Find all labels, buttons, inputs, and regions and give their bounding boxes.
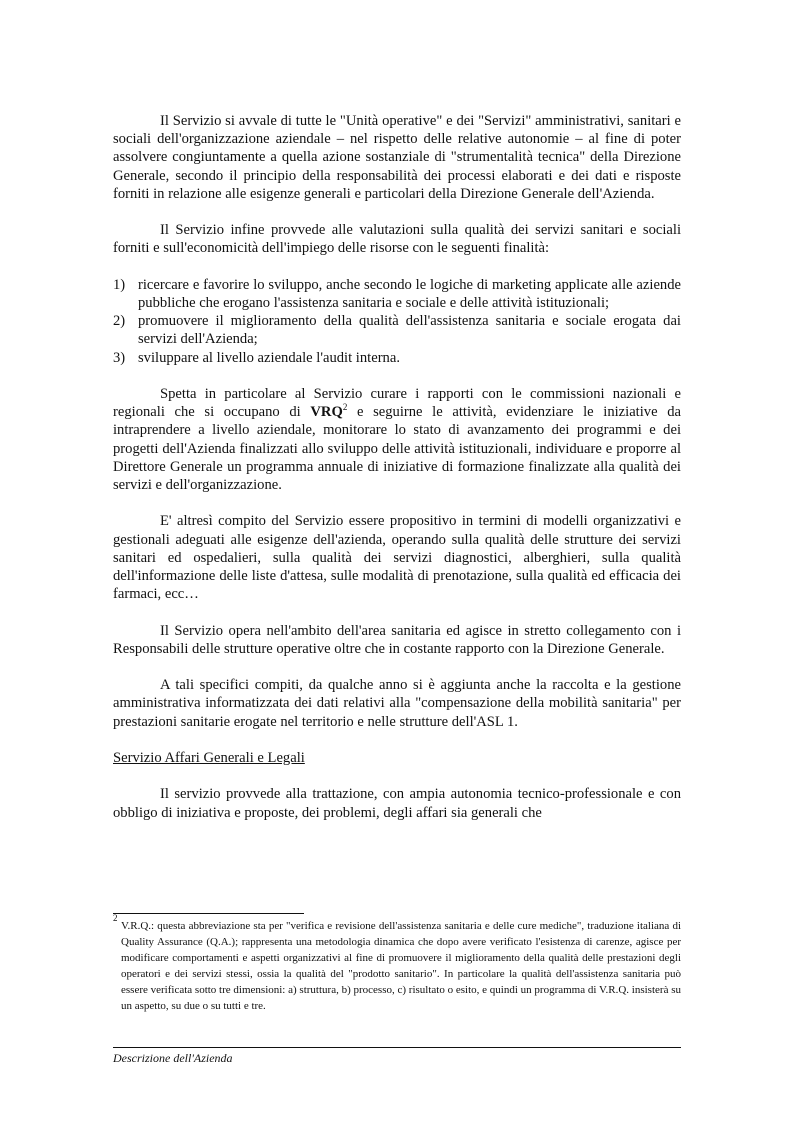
paragraph: Il Servizio infine provvede alle valutazioni sulla qualità dei servizi sanitari e sociali forniti e sull'economicità dell'impiego delle risorse con le seguenti finalità: bbox=[113, 222, 681, 257]
list-item bbox=[113, 276, 681, 312]
paragraph: A tali specifici compiti, da qualche anno si è aggiunta anche la raccolta e la gestione amministrativa informatizzata dei dati relativi alla "compensazione della mobilità sanitaria" per prestazioni sanitarie erogate nel territorio e nelle strutture dell'ASL 1. bbox=[113, 677, 681, 730]
list-item-number: 3) bbox=[113, 349, 126, 366]
paragraph: Il Servizio si avvale di tutte le "Unità operative" e dei "Servizi" amministrativi, sanitari e sociali dell'organizzazione aziendale – nel rispetto delle relative autonomie – al fine di poter assolvere congiuntamente a quella azione sostanziale di "strumentalità tecnica" della Direzione Generale, secondo il principio della responsabilità dei processi elaborati e dei dati e risposte forniti in relazione alle esigenze generali e particolari della Direzione Generale dell'Azienda. bbox=[113, 113, 681, 202]
footnote-divider bbox=[113, 913, 304, 914]
paragraph: E' altresì compito del Servizio essere propositivo in termini di modelli organizzativi e gestionali adeguati alle esigenze dell'azienda, operando sulla qualità delle strutture dei servizi sanitari ed ospedalieri, sulla qualità dei servizi diagnostici, alberghieri, sulla qualità dell'informazione delle liste d'attesa, sulle modalità di prenotazione, sulla qualità ed efficacia dei farmaci, ecc… bbox=[113, 513, 681, 603]
footnote-ref[interactable]: 2 bbox=[342, 402, 348, 413]
footnote: 2 V.R.Q.: questa abbreviazione sta per "verifica e revisione dell'assistenza sanitaria e delle cure mediche", traduzione italiana di Quality Assurance (Q.A.); rappresenta una metodologia dinamica che dopo avere verificato l'esistenza di carenze, agisce per modificare comportamenti e aspetti organizzativi al fine di promuovere il miglioramento della qualità delle prestazioni degli operatori e dei servizi stessi, ossia la qualità del "prodotto sanitario". In particolare la qualità dell'assistenza sanitaria può essere verificata sotto tre dimensioni: a) struttura, b) processo, c) risultato o esito, e quindi un programma di V.R.Q. insisterà su un aspetto, su due o su tutti e tre. bbox=[113, 918, 681, 1015]
list-item-text: promuovere il miglioramento della qualità dell'assistenza sanitaria e sociale erogata dai servizi dell'Azienda; bbox=[138, 313, 681, 348]
paragraph bbox=[113, 385, 681, 494]
list-item bbox=[113, 312, 681, 348]
list-item-number: 2) bbox=[113, 313, 126, 330]
paragraph-text: Spetta in particolare al Servizio curare i rapporti con le commissioni nazionali e regionali che si occupano di bbox=[113, 386, 681, 421]
paragraph-text: e seguirne le attività, evidenziare le iniziative da intraprendere a livello aziendale, monitorare lo stato di avanzamento dei programmi e dei progetti dell'Azienda finalizzati allo sviluppo delle attività istituzionali, individuare e proporre al Direttore Generale un programma annuale di iniziative di formazione finalizzate alla qualità dei servizi e dell'organizzazione. bbox=[113, 404, 681, 494]
list-item-text: sviluppare al livello aziendale l'audit interna. bbox=[138, 349, 400, 366]
section-heading: Servizio Affari Generali e Legali bbox=[113, 750, 305, 766]
page-footer: Descrizione dell'Azienda bbox=[113, 1051, 233, 1065]
paragraph: Il Servizio opera nell'ambito dell'area sanitaria ed agisce in stretto collegamento con i Responsabili delle strutture operative oltre che in costante rapporto con la Direzione Generale. bbox=[113, 622, 681, 657]
list-item-number: 1) bbox=[113, 276, 126, 293]
list-item-text: ricercare e favorire lo sviluppo, anche secondo le logiche di marketing applicate alle aziende pubbliche che erogano l'assistenza sanitaria e sociale e delle attività istituzionali; bbox=[138, 276, 681, 311]
vrq-term: VRQ bbox=[310, 404, 343, 421]
paragraph: Il servizio provvede alla trattazione, con ampia autonomia tecnico-professionale e con obbligo di iniziativa e proposte, dei problemi, degli affari sia generali che bbox=[113, 786, 681, 821]
footnote-text: V.R.Q.: questa abbreviazione sta per "verifica e revisione dell'assistenza sanitaria e delle cure mediche", traduzione italiana di Quality Assurance (Q.A.); rappresenta una metodologia dinamica che dopo avere verificato l'esistenza di carenze, agisce per modificare comportamenti e aspetti organizzativi al fine di promuovere il miglioramento della qualità delle prestazioni degli operatori e dei servizi stessi, ossia la qualità del "prodotto sanitario". In particolare la qualità dell'assistenza sanitaria può essere verificata sotto tre dimensioni: a) struttura, b) processo, c) risultato o esito, e quindi un programma di V.R.Q. insisterà su un aspetto, su due o su tutti e tre. bbox=[121, 920, 681, 1013]
footer-divider bbox=[113, 1047, 681, 1048]
aims-list bbox=[113, 276, 681, 367]
list-item bbox=[113, 349, 681, 367]
body-text bbox=[113, 112, 681, 822]
